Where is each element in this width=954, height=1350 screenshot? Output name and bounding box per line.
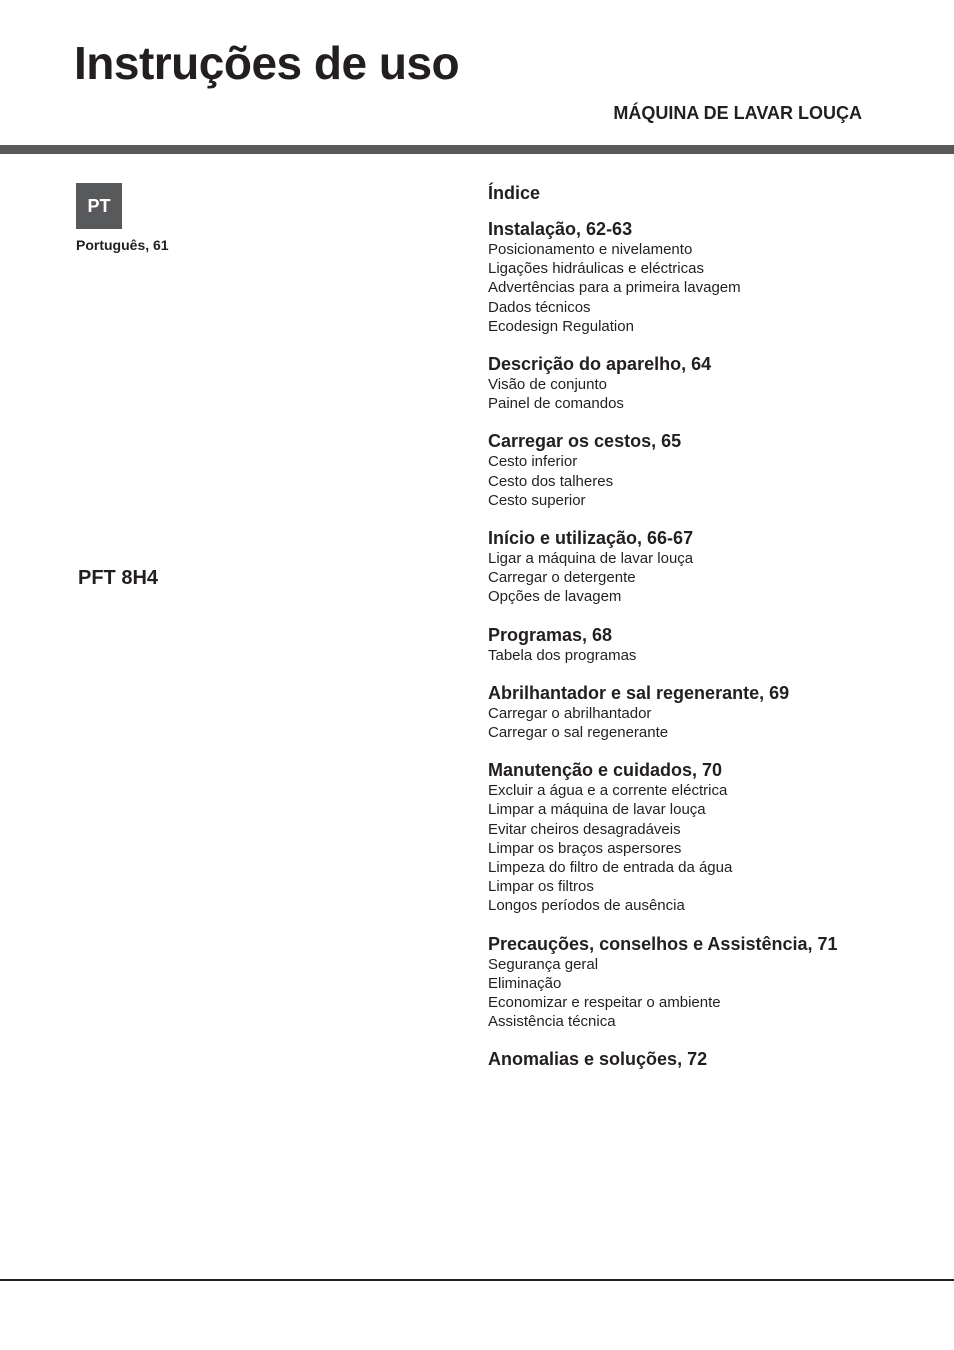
- toc-item: Economizar e respeitar o ambiente: [488, 994, 721, 1012]
- toc-item: Cesto inferior: [488, 453, 578, 471]
- toc-section-title: Abrilhantador e sal regenerante, 69: [488, 682, 790, 703]
- toc-section-title: Anomalias e soluções, 72: [488, 1049, 708, 1070]
- product-subtitle: MÁQUINA DE LAVAR LOUÇA: [613, 103, 862, 123]
- toc-section: [488, 431, 928, 510]
- toc-section-title: Carregar os cestos, 65: [488, 431, 682, 452]
- toc-item: Visão de conjunto: [488, 376, 607, 394]
- toc-section: [488, 625, 928, 665]
- toc-section-title: Manutenção e cuidados, 70: [488, 760, 723, 781]
- toc-item: Advertências para a primeira lavagem: [488, 279, 741, 297]
- toc-item: Excluir a água e a corrente eléctrica: [488, 782, 728, 800]
- toc-item: Limpar os filtros: [488, 878, 594, 896]
- toc-item: Ligar a máquina de lavar louça: [488, 550, 694, 568]
- toc-item: Limpar os braços aspersores: [488, 839, 682, 857]
- toc-item: Longos períodos de ausência: [488, 897, 685, 915]
- toc-item: Opções de lavagem: [488, 588, 622, 606]
- toc-section-title: Precauções, conselhos e Assistência, 71: [488, 933, 838, 954]
- toc-item: Ligações hidráulicas e eléctricas: [488, 260, 704, 278]
- language-badge: PT: [76, 183, 122, 229]
- model-number: PFT 8H4: [78, 567, 159, 589]
- toc-section: [488, 1049, 928, 1069]
- toc-item: Tabela dos programas: [488, 646, 637, 664]
- toc-section-title: Descrição do aparelho, 64: [488, 354, 712, 375]
- toc-section: [488, 354, 928, 413]
- toc-sections: [488, 219, 928, 1069]
- header-divider: [0, 145, 954, 154]
- toc-section: [488, 219, 928, 336]
- toc-item: Limpar a máquina de lavar louça: [488, 801, 706, 819]
- toc-item: Evitar cheiros desagradáveis: [488, 820, 681, 838]
- toc-item: Ecodesign Regulation: [488, 317, 634, 335]
- toc-item: Posicionamento e nivelamento: [488, 241, 693, 258]
- toc-section: [488, 683, 928, 742]
- footer-divider: [0, 1279, 954, 1281]
- language-caption: Português, 61: [76, 237, 169, 253]
- toc-section-title: Instalação, 62-63: [488, 219, 633, 239]
- toc-section-title: Início e utilização, 66-67: [488, 528, 694, 549]
- toc-item: Carregar o detergente: [488, 569, 636, 587]
- toc-item: Cesto dos talheres: [488, 472, 614, 490]
- toc-item: Segurança geral: [488, 955, 599, 973]
- toc-section: [488, 934, 928, 1032]
- toc-section: [488, 528, 928, 607]
- toc-heading: Índice: [488, 183, 541, 203]
- toc-item: Eliminação: [488, 974, 562, 992]
- table-of-contents: [488, 181, 928, 1087]
- toc-section: [488, 760, 928, 915]
- toc-item: Dados técnicos: [488, 298, 591, 316]
- page-title: Instruções de uso: [74, 37, 460, 89]
- toc-item: Carregar o abrilhantador: [488, 704, 652, 722]
- toc-section-title: Programas, 68: [488, 624, 613, 645]
- toc-item: Assistência técnica: [488, 1013, 616, 1031]
- toc-item: Painel de comandos: [488, 395, 624, 413]
- toc-item: Cesto superior: [488, 491, 586, 509]
- toc-item: Carregar o sal regenerante: [488, 724, 669, 742]
- toc-item: Limpeza do filtro de entrada da água: [488, 859, 733, 877]
